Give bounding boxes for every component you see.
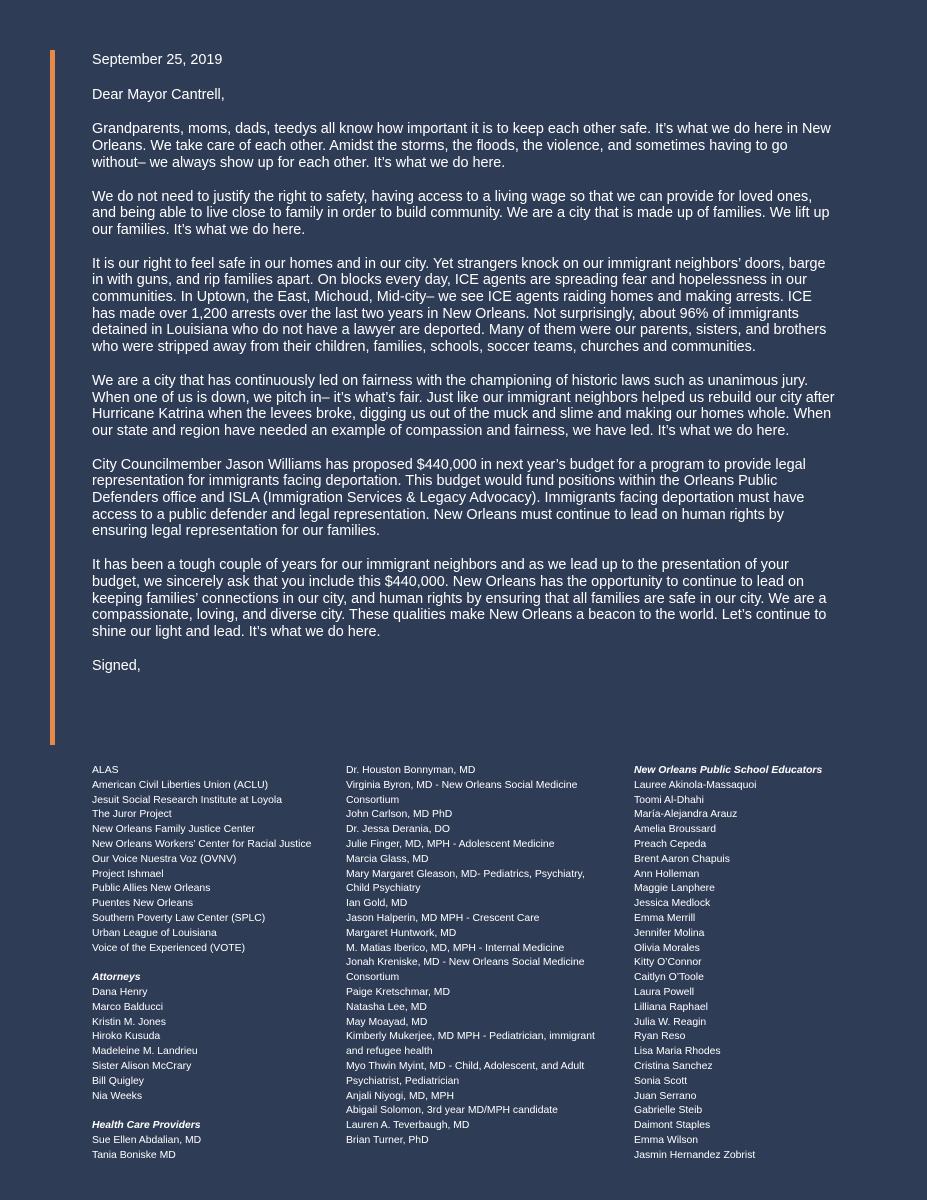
signatory-name: Ryan Reso: [634, 1031, 686, 1043]
signatory-name: Our Voice Nuestra Voz (OVNV): [92, 853, 237, 865]
signatory-name: ALAS: [92, 765, 119, 776]
signatory-name: Puentes New Orleans: [92, 898, 194, 910]
signatory-name: Kristin M. Jones: [92, 1016, 166, 1028]
signatory-name: Jasmin Hernandez Zobrist: [634, 1149, 756, 1161]
letter-date: September 25, 2019: [92, 52, 223, 68]
letter-paragraph: We do not need to justify the right to safety, having access to a living wage so that we can provide for loved ones, and being able to live close to family in order to build community. We are a city that is made up of families. We lift up our families. It’s what we do here.: [92, 188, 830, 238]
signatory-name: Ann Holleman: [634, 868, 700, 880]
signatory-name: Dr. Jessa Derania, DO: [346, 824, 450, 836]
signatory-name: Paige Kretschmar, MD: [346, 986, 450, 998]
signatory-name: Julie Finger, MD, MPH - Adolescent Medicine: [346, 838, 555, 850]
signatory-name: Sister Alison McCrary: [92, 1060, 192, 1072]
signatory-name: Lauren A. Teverbaugh, MD: [346, 1120, 470, 1132]
signatory-name: Voice of the Experienced (VOTE): [92, 942, 246, 954]
signatory-name: Myo Thwin Myint, MD - Child, Adolescent, and Adult Psychiatrist, Pediatrician: [346, 1060, 585, 1087]
signatory-name: Brent Aaron Chapuis: [634, 853, 730, 865]
signatory-name: Sonia Scott: [634, 1075, 688, 1087]
attorneys-heading: Attorneys: [92, 972, 141, 984]
signatory-name: Olivia Morales: [634, 942, 700, 954]
letter-closing: Signed,: [92, 657, 141, 674]
signatory-name: Caitlyn O’Toole: [634, 972, 704, 984]
health-list-1: [92, 1134, 332, 1164]
signatory-name: Tania Boniske MD: [92, 1149, 176, 1161]
letter-paragraph: It has been a tough couple of years for our immigrant neighbors and as we lead up to the presentation of your budget, we sincerely ask that you include this $440,000. New Orleans has the opportunity to continue to lead on keeping families’ connections in our city, and human rights by ensuring that all families are safe in our city. We are a compassionate, loving, and diverse city. These qualities make New Orleans a beacon to the world. Let’s continue to shine our light and lead. It’s what we do here.: [92, 557, 827, 640]
signatory-name: Lilliana Raphael: [634, 1001, 708, 1013]
signatory-name: Jessica Medlock: [634, 898, 711, 910]
signatory-name: Marco Balducci: [92, 1001, 164, 1013]
signatory-name: Ian Gold, MD: [346, 898, 408, 910]
signatory-name: Bill Quigley: [92, 1075, 144, 1087]
signatory-name: Toomi Al-Dhahi: [634, 794, 704, 806]
signatory-name: Urban League of Louisiana: [92, 927, 217, 939]
signatory-name: New Orleans Family Justice Center: [92, 824, 255, 836]
signatories-column-2: [346, 764, 596, 1149]
signatory-name: Julia W. Reagin: [634, 1016, 707, 1028]
signatory-name: Kitty O’Connor: [634, 957, 702, 969]
signatory-name: May Moayad, MD: [346, 1016, 428, 1028]
signatory-name: Madeleine M. Landrieu: [92, 1046, 198, 1058]
signatory-name: Emma Wilson: [634, 1134, 699, 1146]
signatory-name: Juan Serrano: [634, 1090, 697, 1102]
signatory-name: Project Ishmael: [92, 868, 164, 880]
attorneys-list: [92, 986, 332, 1104]
signatory-name: Lisa Maria Rhodes: [634, 1046, 721, 1058]
signatory-name: Public Allies New Orleans: [92, 883, 211, 895]
signatories-column-3: [634, 764, 864, 1164]
signatory-name: Amelia Broussard: [634, 824, 717, 836]
signatory-name: Virginia Byron, MD - New Orleans Social Medicine Consortium: [346, 779, 578, 806]
signatory-name: Brian Turner, PhD: [346, 1134, 429, 1146]
signatory-name: Southern Poverty Law Center (SPLC): [92, 912, 266, 924]
signatory-name: Dr. Houston Bonnyman, MD: [346, 765, 476, 776]
signatory-name: Jason Halperin, MD MPH - Crescent Care: [346, 912, 540, 924]
signatory-name: The Juror Project: [92, 809, 172, 821]
letter-paragraph: Grandparents, moms, dads, teedys all know how important it is to keep each other safe. It’s what we do here in New Orleans. We take care of each other. Amidst the storms, the floods, the violence, and sometimes having to go without– we always show up for each other. It’s what we do here.: [92, 121, 831, 171]
signatory-name: Kimberly Mukerjee, MD MPH - Pediatrician, immigrant and refugee health: [346, 1031, 595, 1058]
signatory-name: Emma Merrill: [634, 912, 696, 924]
signatory-name: Dana Henry: [92, 986, 148, 998]
signatories-column-1: [92, 764, 332, 1164]
signatory-name: Cristina Sanchez: [634, 1060, 713, 1072]
signatory-name: Lauree Akinola-Massaquoi: [634, 779, 757, 791]
signatory-name: Anjali Niyogi, MD, MPH: [346, 1090, 454, 1102]
signatory-name: Jennifer Molina: [634, 927, 705, 939]
signatory-name: New Orleans Workers’ Center for Racial Justice: [92, 838, 312, 850]
educators-heading: New Orleans Public School Educators: [634, 765, 823, 776]
educators-list: [634, 779, 864, 1164]
signatory-name: Margaret Huntwork, MD: [346, 927, 457, 939]
letter-salutation: Dear Mayor Cantrell,: [92, 86, 225, 103]
signatory-name: Nia Weeks: [92, 1090, 143, 1102]
signatory-name: Daimont Staples: [634, 1120, 711, 1132]
health-list-2: [346, 764, 596, 1149]
signatory-name: Laura Powell: [634, 986, 695, 998]
signatory-name: Maggie Lanphere: [634, 883, 715, 895]
letter-body: [92, 52, 837, 691]
signatory-name: Jonah Kreniske, MD - New Orleans Social Medicine Consortium: [346, 957, 585, 984]
letter-paragraph: City Councilmember Jason Williams has proposed $440,000 in next year’s budget for a program to provide legal representation for immigrants facing deportation. This budget would fund positions within the Orleans Public Defenders office and ISLA (Immigration Services & Legacy Advocacy). Immigrants facing deportation must have access to a public defender and legal representation. New Orleans must continue to lead on human rights by ensuring legal representation for our families.: [92, 456, 806, 540]
health-heading: Health Care Providers: [92, 1120, 201, 1132]
signatory-name: Marcia Glass, MD: [346, 853, 429, 865]
signatory-name: Mary Margaret Gleason, MD- Pediatrics, Psychiatry, Child Psychiatry: [346, 868, 585, 895]
signatory-name: María-Alejandra Arauz: [634, 809, 738, 821]
signatory-name: Sue Ellen Abdalian, MD: [92, 1134, 202, 1146]
signatory-name: M. Matias Iberico, MD, MPH - Internal Medicine: [346, 942, 565, 954]
signatory-name: Hiroko Kusuda: [92, 1031, 161, 1043]
signatory-name: Jesuit Social Research Institute at Loyola: [92, 794, 283, 806]
signatory-name: American Civil Liberties Union (ACLU): [92, 779, 269, 791]
signatory-name: Gabrielle Steib: [634, 1105, 703, 1117]
accent-bar: [50, 50, 55, 745]
signatory-name: Natasha Lee, MD: [346, 1001, 427, 1013]
signatory-name: Preach Cepeda: [634, 838, 707, 850]
signatory-name: John Carlson, MD PhD: [346, 809, 453, 821]
letter-paragraph: It is our right to feel safe in our homes and in our city. Yet strangers knock on our immigrant neighbors’ doors, barge in with guns, and rip families apart. On blocks every day, ICE agents are spreading fear and hopelessness in our communities. In Uptown, the East, Michoud, Mid-city– we see ICE agents raiding homes and making arrests. ICE has made over 1,200 arrests over the last two years in New Orleans. Not surprisingly, about 96% of immigrants detained in Louisiana who do not have a lawyer are deported. Many of them were our parents, sisters, and brothers who were stripped away from their children, families, schools, soccer teams, churches and communities.: [92, 255, 827, 356]
organizations-list: [92, 764, 332, 956]
signatory-name: Abigail Solomon, 3rd year MD/MPH candidate: [346, 1105, 558, 1117]
letter-paragraph: We are a city that has continuously led on fairness with the championing of historic laws such as unanimous jury. When one of us is down, we pitch in– it’s what’s fair. Just like our immigrant neighbors helped us rebuild our city after Hurricane Katrina when the levees broke, digging us out of the muck and slime and making our homes whole. When our state and region have needed an example of compassion and fairness, we have led. It’s what we do here.: [92, 372, 835, 439]
